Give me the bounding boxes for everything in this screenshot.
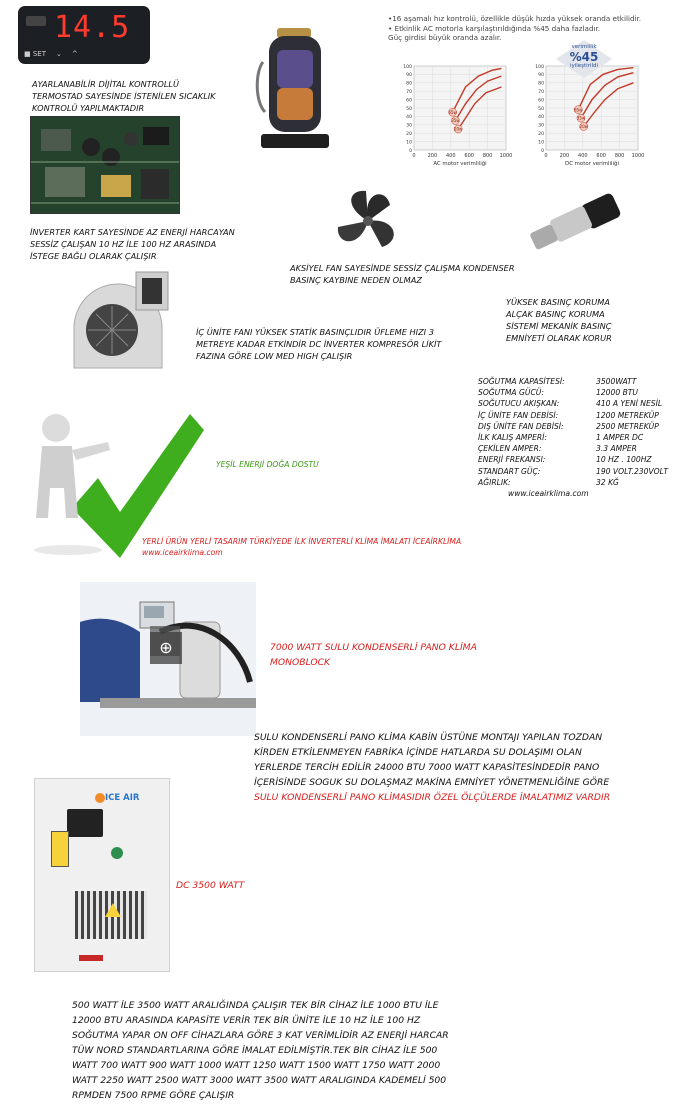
y-tick-label: 80	[538, 81, 544, 87]
x-tick-label: 0	[412, 153, 416, 159]
x-tick-label: 0	[544, 153, 548, 159]
x-axis-label: DC motor verimliliği	[565, 161, 619, 167]
x-tick-label: 200	[559, 153, 570, 159]
ice-air-logo: ICE AIR	[105, 793, 140, 803]
blower-fan-image	[66, 268, 170, 378]
up-button[interactable]: ^	[71, 50, 78, 58]
spec-row: SOĞUTMA GÜCÜ: 12000 BTU	[478, 388, 638, 398]
high-voltage-icon	[105, 903, 121, 917]
curve-label: 20w	[579, 124, 588, 130]
pressure-caption: YÜKSEK BASINÇ KORUMA ALÇAK BASINÇ KORUMA SİSTEMİ MEKANİK BASINÇ EMNİYETİ OLARAK KORUR	[506, 297, 612, 343]
y-tick-label: 0	[409, 148, 412, 154]
unit7000-title: 7000 WATT SULU KONDENSERLİ PANO KLİMA MONOBLOCK	[270, 642, 477, 668]
x-tick-label: 600	[596, 153, 606, 159]
spec-row: ÇEKİLEN AMPER: 3.3 AMPER	[478, 444, 637, 454]
y-tick-label: 50	[538, 106, 544, 112]
spec-row: İLK KALIŞ AMPERİ: 1 AMPER DC	[478, 433, 644, 443]
local-product-text: YERLİ ÜRÜN YERLİ TASARIM TÜRKİYEDE İLK İNVERTERLİ KLİMA İMALATI İCEAİRKLİMA www.iceairklima.com	[142, 537, 462, 557]
axial-fan-caption: AKSİYEL FAN SAYESİNDE SESSİZ ÇALIŞMA KONDENSER BASINÇ KAYBINE NEDEN OLMAZ	[290, 263, 515, 285]
red-label	[79, 955, 103, 961]
y-tick-label: 50	[406, 106, 412, 112]
fan-icon	[326, 186, 410, 256]
y-tick-label: 90	[538, 73, 544, 79]
tse-badge	[111, 847, 123, 859]
spec-row: STANDART GÜÇ: 190 VOLT.230VOLT	[478, 466, 668, 476]
curve-label: 20w	[453, 126, 463, 132]
display-panel	[67, 809, 103, 837]
y-tick-label: 60	[406, 98, 412, 104]
y-tick-label: 20	[406, 132, 412, 137]
y-tick-label: 100	[403, 64, 412, 70]
spec-row: DIŞ ÜNİTE FAN DEBİSİ: 2500 METREKÜP	[478, 421, 659, 431]
curve-label: 65w	[448, 109, 457, 115]
down-button[interactable]: ⌄	[55, 50, 62, 58]
specs-table	[478, 376, 683, 499]
warning-label	[51, 831, 69, 867]
curve-label: 35w	[576, 115, 586, 121]
x-tick-label: 1000	[499, 153, 513, 159]
y-tick-label: 40	[406, 115, 412, 121]
y-tick-label: 0	[541, 148, 544, 154]
dc-motor-chart	[528, 60, 646, 172]
pressure-switch-icon	[526, 192, 622, 258]
y-tick-label: 10	[406, 140, 412, 146]
axial-fan-image	[326, 186, 410, 256]
y-tick-label: 10	[538, 140, 544, 146]
x-tick-label: 800	[614, 153, 625, 159]
y-tick-label: 30	[538, 123, 544, 129]
spec-row: SOĞUTUCU AKIŞKAN: 410 A YENİ NESİL	[478, 399, 663, 409]
y-tick-label: 70	[538, 90, 544, 95]
inverter-board-image	[30, 116, 180, 214]
y-tick-label: 20	[538, 132, 544, 137]
x-tick-label: 800	[482, 153, 493, 159]
green-energy-text: YEŞİL ENERJİ DOĞA DOSTU	[216, 460, 319, 469]
bottom-paragraph: 500 WATT İLE 3500 WATT ARALIĞINDA ÇALIŞIR TEK BİR CİHAZ İLE 1000 BTU İLE 12000 BTU ARASINDA KAPASİTE VERİR TEK BİR ÜNİTE İLE 10 HZ İLE 100 HZ SOĞUTMA YAPAR ON OFF CİHAZLARA GÖRE 3 KAT VERİMLİDİR AZ ENERJİ HARCAR TÜW NORD STANDARTLARINA GÖRE İMALAT EDİLMİŞTİR.TEK BİR CİHAZ İLE 500 WATT 700 WATT 900 WATT 1000 WATT 1250 WATT 1500 WATT 1750 WATT 2000 WATT 2250 WATT 2500 WATT 3000 WATT 3500 WATT ARALIGINDA KADEMELİ 500 RPMDEN 7500 RPME GÖRE ÇALIŞIR	[72, 1000, 449, 1101]
x-tick-label: 400	[578, 153, 588, 159]
x-tick-label: 600	[464, 153, 474, 159]
spec-row: SOĞUTMA KAPASİTESİ: 3500WATT	[478, 377, 637, 386]
x-axis-label: AC motor verimliliği	[433, 161, 487, 167]
spec-row: ENERJİ FREKANSI: 10 HZ . 100HZ	[478, 455, 652, 465]
thermostat-display: 14.5	[54, 10, 131, 45]
y-tick-label: 90	[406, 73, 412, 79]
pressure-switch-image	[526, 192, 622, 258]
circuit-board-icon	[31, 117, 179, 213]
inverter-caption: İNVERTER KART SAYESİNDE AZ ENERJİ HARCAYAN SESSİZ ÇALIŞAN 10 HZ İLE 100 HZ ARASINDA İSTEGE BAĞLI OLARAK ÇALIŞIR	[30, 227, 235, 261]
y-tick-label: 70	[406, 90, 412, 95]
spec-row: İÇ ÜNİTE FAN DEBİSİ: 1200 METREKÜP	[478, 410, 659, 420]
set-button[interactable]: ■ SET	[24, 50, 46, 58]
thermostat-logo	[26, 16, 46, 26]
motor-notes: •16 aşamalı hız kontrolü, özellikle düşük hızda yüksek oranda etkilidir. • Etkinlik AC motorla karşılaştırıldığında %45 daha fazladır. Güç girdisi büyük oranda azalır.	[388, 14, 642, 42]
specs-url[interactable]: www.iceairklima.com	[508, 489, 589, 499]
fan-logo-icon	[95, 793, 105, 803]
y-tick-label: 80	[406, 81, 412, 87]
y-tick-label: 100	[535, 64, 544, 70]
blower-icon	[66, 268, 170, 378]
zoom-icon[interactable]: ⊕	[150, 632, 182, 664]
ac-motor-chart	[396, 60, 514, 172]
curve-label: 35w	[451, 118, 460, 124]
thermostat-caption: AYARLANABİLİR DİJİTAL KONTROLLÜ TERMOSTAD SAYESİNDE İSTENİLEN SICAKLIK KONTROLÜ YAPILMAKTADIR	[32, 79, 216, 113]
blower-caption: İÇ ÜNİTE FANI YÜKSEK STATİK BASINÇLIDIR ÜFLEME HIZI 3 METREYE KADAR ETKİNDİR DC İNVERTER KOMPRESÖR LİKİT FAZINA GÖRE LOW MED HIGH ÇALIŞIR	[196, 327, 442, 361]
dc-label: DC 3500 WATT	[176, 880, 245, 891]
y-tick-label: 60	[538, 98, 544, 104]
spec-row: AĞIRLIK: 32 KĞ	[478, 477, 619, 487]
thermostat-device	[18, 6, 150, 64]
compressor-icon	[255, 22, 335, 154]
y-tick-label: 40	[538, 115, 544, 121]
compressor-image	[255, 22, 335, 154]
x-tick-label: 1000	[631, 153, 645, 159]
x-tick-label: 200	[427, 153, 438, 159]
unit7000-description: SULU KONDENSERLİ PANO KLİMA KABİN ÜSTÜNE MONTAJI YAPILAN TOZDAN KİRDEN ETKİLENMEYEN FABRİKA İÇİNDE HATLARDA SU DOLAŞIMI OLAN YERLERDE TERCİH EDİLİR 24000 BTU 7000 WATT KAPASİTESİNDEDİR PANO İÇERİSİNDE SOGUK SU DOLAŞMAZ MAKİNA EMNİYET YÖNETMENLİĞİNE GÖRE SULU KONDENSERLİ PANO KLİMASIDIR ÖZEL ÖLÇÜLERDE İMALATIMIZ VARDIR	[254, 732, 611, 803]
local-url[interactable]: www.iceairklima.com	[142, 548, 223, 557]
efficiency-badge-text: verimlilik %45 iyileştirildi	[569, 44, 599, 69]
ice-air-cabinet-image	[34, 778, 170, 972]
curve-label: 65w	[574, 107, 583, 113]
x-tick-label: 400	[446, 153, 456, 159]
y-tick-label: 30	[406, 123, 412, 129]
